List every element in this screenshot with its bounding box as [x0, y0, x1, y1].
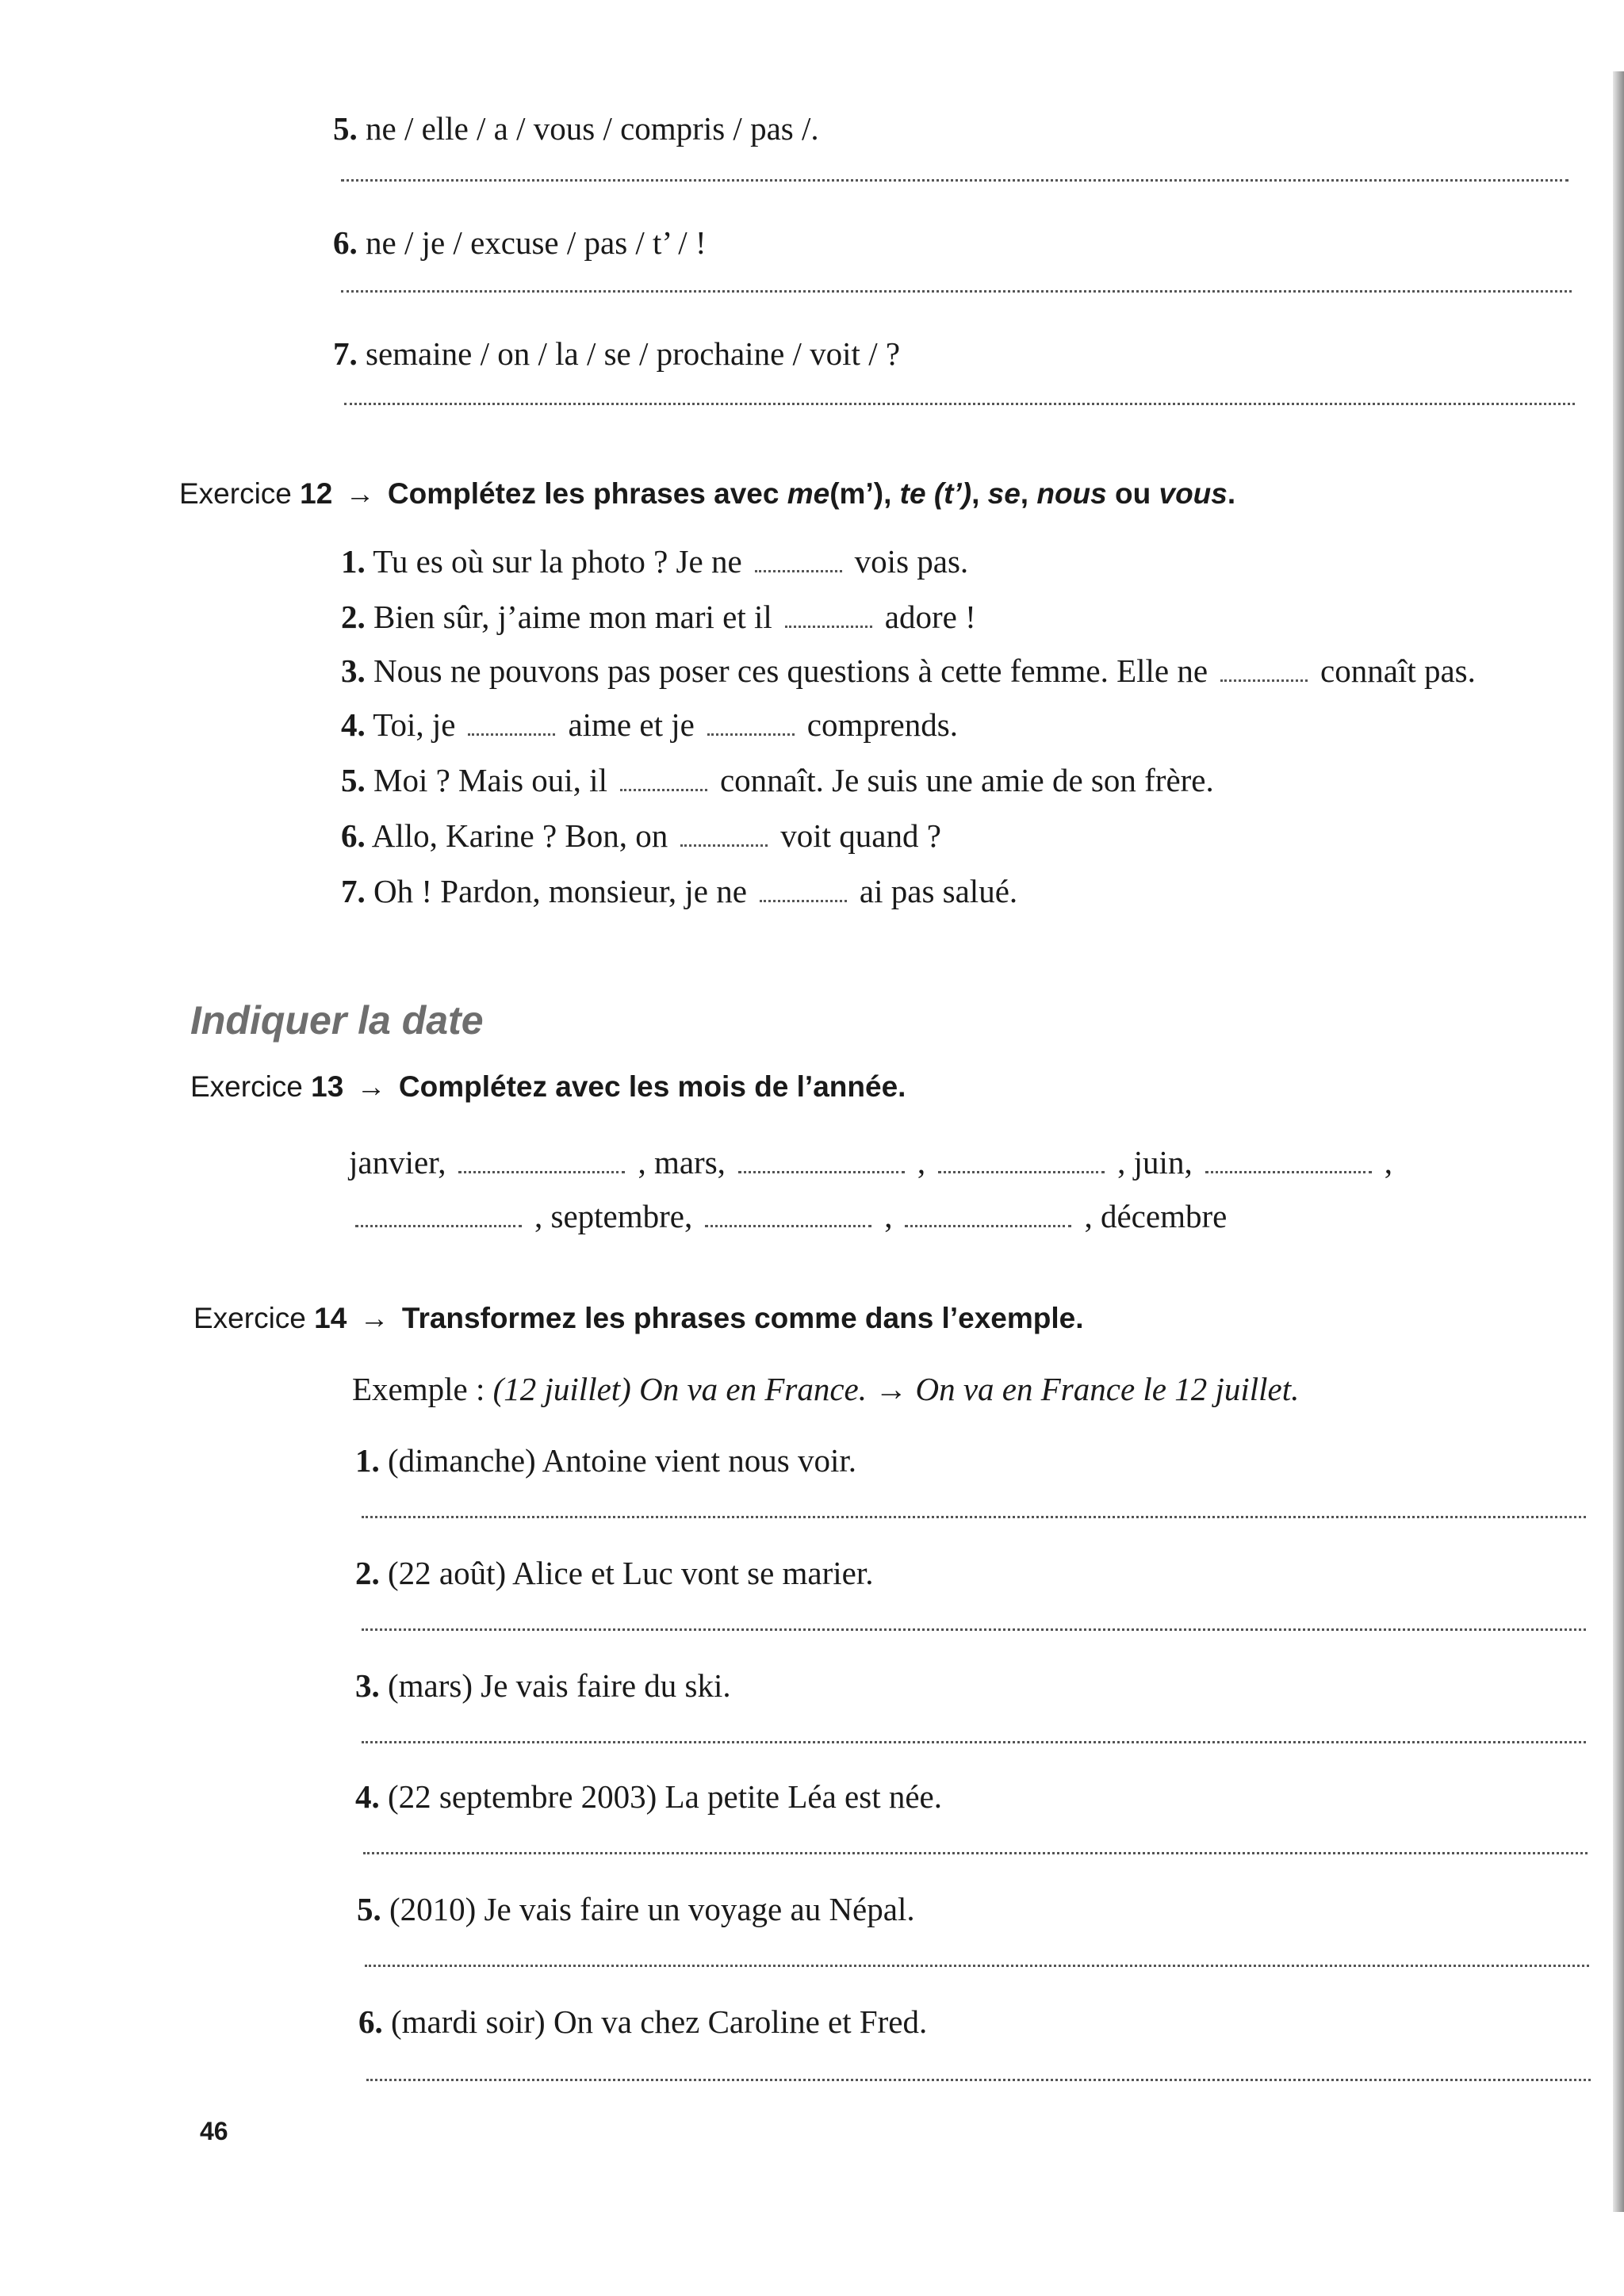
answer-line[interactable]: [362, 1516, 1586, 1518]
blank-field[interactable]: [1220, 679, 1308, 682]
blank-field[interactable]: [458, 1171, 625, 1173]
blank-field[interactable]: [755, 570, 842, 572]
ex14-example: [352, 1370, 1299, 1409]
separator: ,: [971, 477, 980, 510]
ex14-item-3: [355, 1667, 731, 1705]
blank-field[interactable]: [785, 626, 872, 628]
answer-line[interactable]: [362, 1628, 1586, 1631]
item-text: (dimanche) Antoine vient nous voir.: [388, 1442, 856, 1479]
ex14-item-5: [357, 1890, 915, 1929]
item-text: ai pas salué.: [859, 873, 1018, 909]
item-number: 6.: [333, 224, 358, 261]
item-text: connaît. Je suis une amie de son frère.: [719, 762, 1214, 798]
item-number: 7.: [333, 335, 358, 372]
exercise-13-heading: [190, 1070, 906, 1104]
pronoun-vous: vous: [1159, 477, 1228, 510]
item-text: (22 août) Alice et Luc vont se marier.: [388, 1555, 874, 1591]
exercise-number: 14: [314, 1302, 347, 1334]
separator: ,: [917, 1144, 926, 1181]
ex12-item-5: [341, 761, 1214, 800]
ex14-item-2: [355, 1554, 874, 1593]
item-text: (mardi soir) On va chez Caroline et Fred.: [391, 2003, 928, 2040]
ex14-item-6: [358, 2003, 927, 2042]
top-item-7: [333, 335, 900, 373]
ex12-item-1: [341, 542, 968, 581]
exercise-14-heading: [193, 1302, 1084, 1335]
item-number: 3.: [341, 652, 366, 689]
exercise-instruction: Complétez avec les mois de l’année.: [398, 1070, 906, 1103]
answer-line[interactable]: [363, 1852, 1588, 1854]
item-text: Tu es où sur la photo ? Je ne: [373, 543, 742, 580]
month-label: , mars,: [638, 1144, 726, 1181]
exercise-12-heading: [179, 477, 1235, 511]
separator: ,: [1384, 1144, 1392, 1181]
blank-field[interactable]: [738, 1171, 905, 1173]
item-number: 4.: [341, 706, 366, 743]
month-label: , décembre: [1084, 1198, 1228, 1234]
exercise-number: 13: [311, 1070, 344, 1103]
item-number: 6.: [341, 817, 366, 854]
pronoun-t: (t’): [933, 477, 972, 510]
separator: ,: [883, 477, 892, 510]
blank-field[interactable]: [680, 844, 768, 847]
blank-field[interactable]: [905, 1225, 1071, 1227]
item-number: 7.: [341, 873, 366, 909]
ex14-item-4: [355, 1777, 942, 1816]
example-label: Exemple :: [352, 1371, 485, 1407]
item-text: Allo, Karine ? Bon, on: [371, 817, 668, 854]
blank-field[interactable]: [468, 733, 555, 736]
item-text: Nous ne pouvons pas poser ces questions à cette femme. Elle ne: [373, 652, 1208, 689]
ex14-item-1: [355, 1441, 856, 1480]
ex13-row-1: [349, 1143, 1392, 1182]
exercise-label: Exercice: [190, 1070, 303, 1103]
ex12-item-7: [341, 872, 1017, 911]
ex12-item-4: [341, 706, 958, 744]
answer-line[interactable]: [341, 290, 1572, 293]
item-number: 5.: [357, 1891, 381, 1927]
example-answer: On va en France le 12 juillet.: [915, 1371, 1300, 1407]
item-text: Moi ? Mais oui, il: [373, 762, 607, 798]
item-text: voit quand ?: [780, 817, 941, 854]
item-text: Bien sûr, j’aime mon mari et il: [373, 599, 772, 635]
item-text: (22 septembre 2003) La petite Léa est née.: [388, 1778, 942, 1815]
pronoun-te: te: [899, 477, 926, 510]
item-text: Toi, je: [373, 706, 456, 743]
item-number: 6.: [358, 2003, 383, 2040]
answer-line[interactable]: [344, 403, 1575, 405]
section-title: Indiquer la date: [190, 998, 484, 1043]
arrow-icon: →: [345, 477, 375, 510]
separator: .: [1227, 477, 1236, 510]
separator: ,: [1020, 477, 1029, 510]
item-text: comprends.: [806, 706, 958, 743]
top-item-6: [333, 224, 707, 262]
month-label: , septembre,: [534, 1198, 693, 1234]
item-number: 5.: [333, 110, 358, 147]
exercise-label: Exercice: [179, 477, 292, 510]
item-text: Oh ! Pardon, monsieur, je ne: [373, 873, 747, 909]
item-number: 3.: [355, 1667, 380, 1704]
blank-field[interactable]: [938, 1171, 1105, 1173]
pronoun-se: se: [987, 477, 1021, 510]
item-text: aime et je: [568, 706, 695, 743]
ex13-row-2: [339, 1197, 1227, 1236]
item-text: ne / je / excuse / pas / t’ / !: [366, 224, 707, 261]
pronoun-me: me: [787, 477, 830, 510]
item-text: connaît pas.: [1320, 652, 1476, 689]
blank-field[interactable]: [760, 900, 847, 902]
answer-line[interactable]: [366, 2079, 1591, 2081]
separator: ,: [884, 1198, 893, 1234]
item-number: 2.: [341, 599, 366, 635]
month-label: janvier,: [349, 1144, 446, 1181]
month-label: , juin,: [1117, 1144, 1193, 1181]
arrow-icon: →: [875, 1371, 908, 1407]
blank-field[interactable]: [705, 1225, 871, 1227]
item-text: adore !: [884, 599, 976, 635]
exercise-number: 12: [300, 477, 333, 510]
blank-field[interactable]: [1205, 1171, 1372, 1173]
item-text: semaine / on / la / se / prochaine / voit / ?: [366, 335, 901, 372]
item-number: 2.: [355, 1555, 380, 1591]
item-text: vois pas.: [854, 543, 969, 580]
answer-line[interactable]: [341, 179, 1568, 182]
item-text: (mars) Je vais faire du ski.: [388, 1667, 731, 1704]
arrow-icon: →: [356, 1070, 386, 1103]
pronoun-m: (m’): [829, 477, 884, 510]
blank-field[interactable]: [620, 789, 707, 791]
arrow-icon: →: [359, 1302, 389, 1334]
exercise-instruction: Transformez les phrases comme dans l’exemple.: [401, 1302, 1084, 1334]
word-ou: ou: [1115, 477, 1151, 510]
ex12-item-6: [341, 817, 941, 855]
item-text: ne / elle / a / vous / compris / pas /.: [366, 110, 819, 147]
scan-edge-shadow: [1613, 71, 1624, 2212]
blank-field[interactable]: [707, 733, 795, 736]
pronoun-nous: nous: [1036, 477, 1107, 510]
example-question: (12 juillet) On va en France.: [492, 1371, 867, 1407]
exercise-instruction: Complétez les phrases avec: [387, 477, 779, 510]
item-number: 1.: [341, 543, 366, 580]
item-text: (2010) Je vais faire un voyage au Népal.: [389, 1891, 915, 1927]
page-number: 46: [200, 2117, 228, 2145]
item-number: 1.: [355, 1442, 380, 1479]
blank-field[interactable]: [355, 1225, 522, 1227]
answer-line[interactable]: [362, 1741, 1586, 1743]
ex12-item-2: [341, 598, 976, 637]
item-number: 5.: [341, 762, 366, 798]
item-number: 4.: [355, 1778, 380, 1815]
top-item-5: [333, 109, 819, 148]
ex12-item-3: [341, 652, 1476, 691]
answer-line[interactable]: [365, 1965, 1589, 1967]
exercise-label: Exercice: [193, 1302, 306, 1334]
